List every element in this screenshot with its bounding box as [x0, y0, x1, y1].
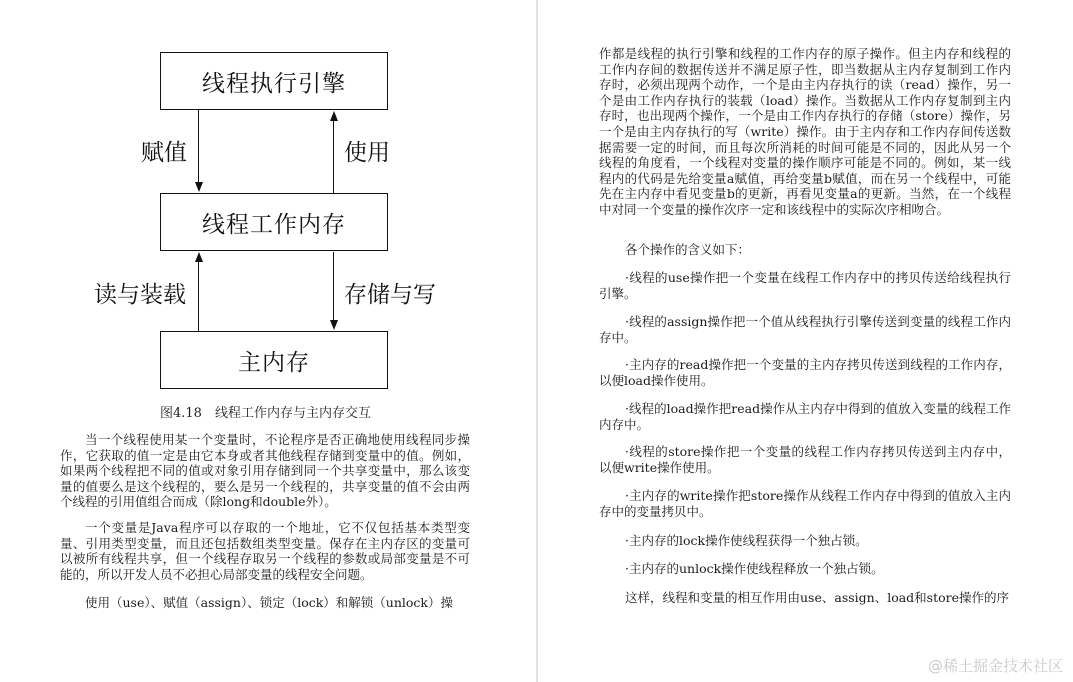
right-paragraph-6: ·线程的load操作把read操作从主内存中得到的值放入变量的线程工作内存中。	[599, 401, 1011, 432]
assign-label: 赋值	[141, 140, 187, 166]
right-paragraph-8: ·主内存的write操作把store操作从线程工作内存中得到的值放入主内存中的变量拷贝中。	[599, 488, 1011, 519]
main-memory-box: 主内存	[160, 331, 388, 389]
watermark: @稀土掘金技术社区	[927, 657, 1063, 675]
right-paragraph-1: 作都是线程的执行引擎和线程的工作内存的原子操作。但主内存和线程的工作内存间的数据传送并不满足原子性，即当数据从主内存复制到工作内存时，必须出现两个动作，一个是由主内存执行的读（read）操作，另一个是由工作内存执行的装载（load）操作。当数据从工作内存复制到主内存时，也出现两个操作，一个是由工作内存执行的存储（store）操作，另一个是由主内存执行的写（write）操作。由于主内存和工作内存间传送数据需要一定的时间，而且每次所消耗的时间可能是不同的，因此从另一个线程的角度看，一个线程对变量的操作顺序可能是不同的。例如，某一线程内的代码是先给变量a赋值，再给变量b赋值，而在另一个线程中，可能先在主内存中看见变量b的更新，再看见变量a的更新。当然，在一个线程中对同一个变量的操作次序一定和该线程中的实际次序相吻合。	[599, 46, 1011, 217]
left-page	[0, 0, 536, 682]
right-paragraph-3: ·线程的use操作把一个变量在线程工作内存中的拷贝传送给线程执行引擎。	[599, 270, 1011, 301]
use-arrowhead	[330, 111, 338, 121]
assign-arrow-line	[198, 110, 199, 182]
read-load-arrow-line	[198, 262, 199, 331]
figure-caption: 图4.18 线程工作内存与主内存交互	[160, 406, 371, 421]
right-paragraph-5: ·主内存的read操作把一个变量的主内存拷贝传送到线程的工作内存，以便load操作使用。	[599, 357, 1011, 388]
right-paragraph-4: ·线程的assign操作把一个值从线程执行引擎传送到变量的线程工作内存中。	[599, 314, 1011, 345]
read-load-label: 读与装载	[94, 282, 186, 308]
right-paragraph-2: 各个操作的含义如下：	[625, 242, 751, 257]
left-paragraph-2: 一个变量是Java程序可以存取的一个地址，它不仅包括基本类型变量、引用类型变量，而且还包括数组类型变量。保存在主内存区的变量可以被所有线程共享，但一个线程存取另一个线程的参数或局部变量是不可能的，所以开发人员不必担心局部变量的线程安全问题。	[60, 520, 470, 582]
right-page	[538, 0, 1073, 682]
store-write-label: 存储与写	[344, 282, 436, 308]
left-paragraph-1: 当一个线程使用某一个变量时，不论程序是否正确地使用线程同步操作，它获取的值一定是由它本身或者其他线程存储到变量中的值。例如，如果两个线程把不同的值或对象引用存储到同一个共享变量中，那么该变量的值要么是这个线程的，要么是另一个线程的，共享变量的值不会由两个线程的引用值组合而成（除long和double外）。	[60, 432, 470, 510]
right-paragraph-11: 这样，线程和变量的相互作用由use、assign、load和store操作的序	[625, 590, 1010, 605]
store-write-arrow-line	[333, 252, 334, 320]
working-memory-box: 线程工作内存	[160, 193, 388, 251]
right-paragraph-7: ·线程的store操作把一个变量的线程工作内存拷贝传送到主内存中，以便write操作使用。	[599, 444, 1011, 475]
left-paragraph-3: 使用（use）、赋值（assign）、锁定（lock）和解锁（unlock）操	[85, 595, 453, 610]
use-label: 使用	[344, 140, 390, 166]
right-paragraph-10: ·主内存的unlock操作使线程释放一个独占锁。	[625, 561, 884, 576]
engine-box: 线程执行引擎	[160, 52, 388, 110]
read-load-arrowhead	[195, 252, 203, 262]
right-paragraph-9: ·主内存的lock操作使线程获得一个独占锁。	[625, 533, 868, 548]
use-arrow-line	[333, 121, 334, 193]
assign-arrowhead	[195, 182, 203, 192]
store-write-arrowhead	[330, 320, 338, 330]
